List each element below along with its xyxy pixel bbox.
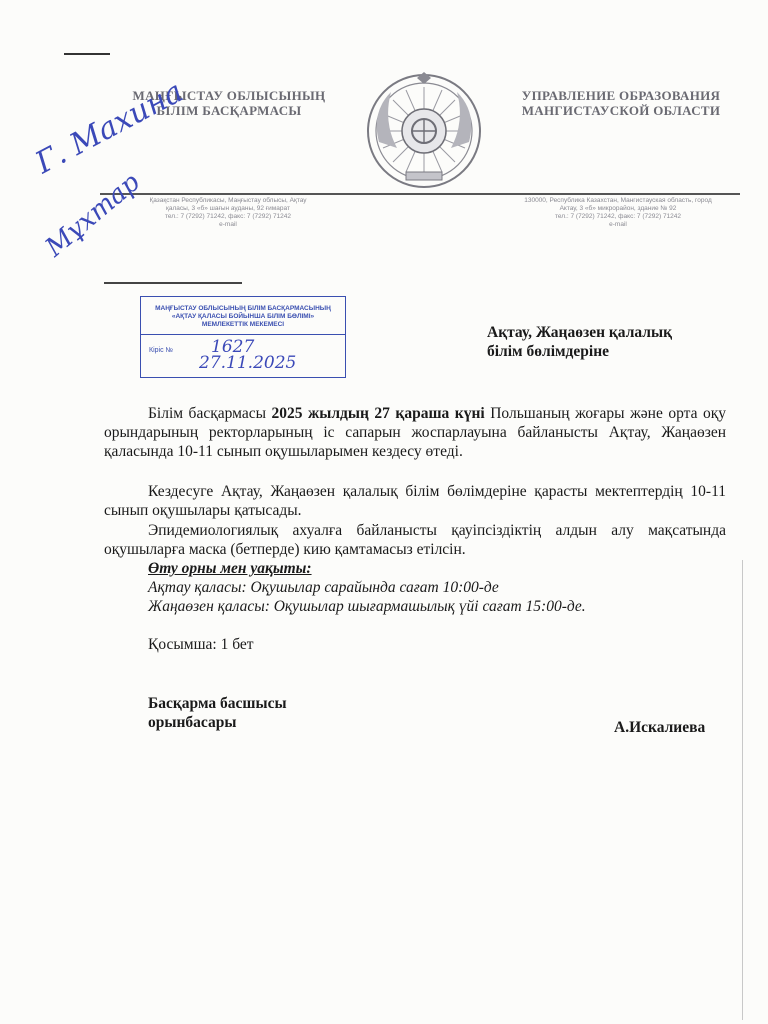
address-right-line: 130000, Республика Казахстан, Мангистауская область, город <box>524 197 712 204</box>
address-right-line: Актау, 3 «б» микрорайон, здание № 92 <box>559 205 677 212</box>
registration-rule <box>104 282 242 284</box>
header-divider <box>100 193 740 195</box>
handwritten-signature: Мұхтар <box>40 167 146 263</box>
state-emblem <box>361 72 487 190</box>
body-paragraph-3 <box>104 521 726 559</box>
signatory-name: А.Искалиева <box>614 719 706 736</box>
header-right-line1: УПРАВЛЕНИЕ ОБРАЗОВАНИЯ <box>521 88 721 103</box>
address-right <box>508 197 728 229</box>
p3-text: Эпидемиологиялық ахуалға байланысты қауіпсіздіктің алдын алу мақсатында оқушыларға маска (бетперде) кию қамтамасыз етілсін. <box>104 522 726 558</box>
address-right-line: e-mail <box>609 221 627 228</box>
handwritten-recipient: Г. Махина <box>30 74 189 181</box>
scan-edge <box>742 560 743 1020</box>
incoming-stamp <box>140 296 346 378</box>
p1-date: 2025 жылдың 27 қараша күні <box>271 405 485 422</box>
address-left-line: e-mail <box>219 221 237 228</box>
p1-pre: Білім басқармасы <box>148 405 272 422</box>
header-right-line2: МАНГИСТАУСКОЙ ОБЛАСТИ <box>521 103 721 118</box>
p2-text: Кездесуге Ақтау, Жаңаөзен қалалық білім бөлімдеріне қарасты мектептердің 10-11 сынып оқушылары қатысады. <box>104 483 726 519</box>
emblem-icon <box>361 72 487 190</box>
address-left-line: тел.: 7 (7292) 71242, факс: 7 (7292) 71242 <box>164 213 292 220</box>
venue-aktau: Ақтау қаласы: Оқушылар сарайында сағат 10:00-де <box>148 579 499 596</box>
stamp-divider <box>141 334 345 335</box>
attachment-note: Қосымша: 1 бет <box>148 636 254 653</box>
addressee <box>487 323 672 361</box>
body-paragraph-2 <box>104 482 726 520</box>
stamp-line1: МАҢҒЫСТАУ ОБЛЫСЫНЫҢ БІЛІМ БАСҚАРМАСЫНЫҢ <box>155 305 331 312</box>
stamp-line2: «АҚТАУ ҚАЛАСЫ БОЙЫНША БІЛІМ БӨЛІМІ» <box>171 313 315 320</box>
address-left <box>128 197 328 229</box>
venue-title: Өту орны мен уақыты: <box>148 560 312 577</box>
header-right <box>490 88 752 118</box>
top-dash <box>64 53 110 55</box>
addressee-line1: Ақтау, Жаңаөзен қалалық <box>487 324 673 341</box>
signatory-title-line2: орынбасары <box>148 714 237 731</box>
stamp-line3: МЕМЛЕКЕТТІК МЕКЕМЕСІ <box>201 321 285 328</box>
body-paragraph-1 <box>104 404 726 461</box>
header-left-line2: БІЛІМ БАСҚАРМАСЫ <box>156 103 302 118</box>
address-right-line: тел.: 7 (7292) 71242, факс: 7 (7292) 71242 <box>554 213 682 220</box>
signatory-title <box>148 694 287 732</box>
address-left-line: Қазақстан Республикасы, Маңғыстау облысы, Ақтау <box>149 197 307 204</box>
signatory-title-line1: Басқарма басшысы <box>148 695 287 712</box>
stamp-number: 1627 <box>211 337 255 357</box>
addressee-line2: білім бөлімдеріне <box>487 343 610 360</box>
venue-zhanaozen: Жаңаөзен қаласы: Оқушылар шығармашылық үйі сағат 15:00-де. <box>148 598 586 615</box>
stamp-label: Кіріс № <box>149 347 174 354</box>
p1-post: Польшаның жоғары және орта оқу орындарының ректорларының іс сапарын жоспарлауына байланысты Ақтау, Жаңаөзен қаласында 10-11 сынып оқушыларымен кездесу өтеді. <box>104 405 726 460</box>
header-left-line1: МАҢҒЫСТАУ ОБЛЫСЫНЫҢ <box>132 88 326 103</box>
address-left-line: қаласы, 3 «б» шағын ауданы, 92 ғимарат <box>166 205 290 212</box>
stamp-date: 27.11.2025 <box>199 353 297 373</box>
